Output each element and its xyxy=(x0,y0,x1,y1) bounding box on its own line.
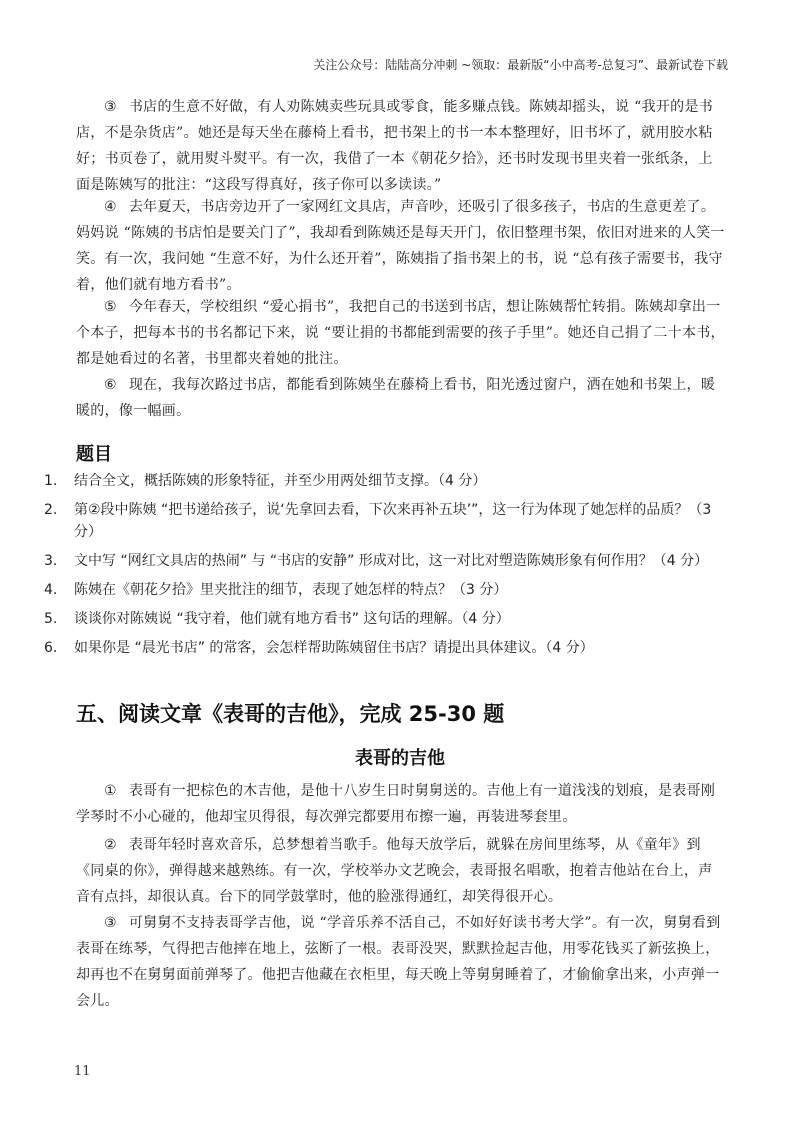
question-text: 谈谈你对陈姨说 “我守着，他们就有地方看书” 这句话的理解。（4 分） xyxy=(74,611,510,627)
question-text: 如果你是 “晨光书店” 的常客，会怎样帮助陈姨留住书店？请提出具体建议。（4 分） xyxy=(74,640,594,656)
question-text: 陈姨在《朝花夕拾》里夹批注的细节，表现了她怎样的特点？（3 分） xyxy=(74,582,508,598)
question-text: 文中写 “网红文具店的热闹” 与 “书店的安静” 形成对比，这一对比对塑造陈姨形象有何作用？（4 分） xyxy=(74,553,709,569)
article-paragraph-1 xyxy=(76,778,726,830)
paragraph-number: ④ xyxy=(104,199,117,215)
paragraph-text: 表哥年轻时喜欢音乐，总梦想着当歌手。他每天放学后，就躲在房间里练琴，从《童年》到《同桌的你》，弹得越来越熟练。有一次，学校举办文艺晚会，表哥报名唱歌，抱着吉他站在台上，声音有点抖，却很认真。台下的同学鼓掌时，他的脸涨得通红，却笑得很开心。 xyxy=(76,837,713,905)
paragraph-number: ② xyxy=(104,837,117,853)
question-item xyxy=(44,608,734,630)
passage-paragraph-5 xyxy=(76,294,726,372)
question-list xyxy=(44,470,734,666)
paragraph-number: ⑤ xyxy=(104,299,117,315)
section-title: 五、阅读文章《表哥的吉他》，完成 25-30 题 xyxy=(76,702,505,726)
question-item xyxy=(44,579,734,601)
question-item xyxy=(44,637,734,659)
question-item xyxy=(44,499,734,543)
questions-heading: 题目 xyxy=(76,444,112,465)
passage-paragraph-6 xyxy=(76,372,726,424)
question-item xyxy=(44,550,734,572)
question-item xyxy=(44,470,734,492)
paragraph-text: 表哥有一把棕色的木吉他，是他十八岁生日时舅舅送的。吉他上有一道浅浅的划痕，是表哥刚学琴时不小心碰的，他却宝贝得很，每次弹完都要用布擦一遍，再装进琴套里。 xyxy=(76,783,716,825)
article-title: 表哥的吉他 xyxy=(355,748,445,769)
paragraph-text: 去年夏天，书店旁边开了一家网红文具店，声音吵，还吸引了很多孩子，书店的生意更差了。妈妈说 “陈姨的书店怕是要关门了”，我却看到陈姨还是每天开门，依旧整理书架，依旧对进来的人笑一笑。有一次，我问她 “生意不好，为什么还开着”，陈姨指了指书架上的书，说 “总有孩子需要书，我守着，他们就有地方看书”。 xyxy=(76,199,725,293)
article-paragraph-3 xyxy=(76,910,726,1014)
paragraph-number: ③ xyxy=(104,915,117,931)
question-text: 第②段中陈姨 “把书递给孩子，说‘先拿回去看，下次来再补五块’”，这一行为体现了她怎样的品质？（3 分） xyxy=(74,502,712,540)
question-number: 2. xyxy=(44,502,58,518)
passage-paragraph-3 xyxy=(76,94,726,198)
passage-paragraph-4 xyxy=(76,194,726,298)
paragraph-text: 可舅舅不支持表哥学吉他，说 “学音乐养不活自己，不如好好读书考大学”。有一次，舅舅看到表哥在练琴，气得把吉他摔在地上，弦断了一根。表哥没哭，默默捡起吉他，用零花钱买了新弦换上，却再也不在舅舅面前弹琴了。他把吉他藏在衣柜里，每天晚上等舅舅睡着了，才偷偷拿出来，小声弹一会儿。 xyxy=(76,915,721,1009)
question-text: 结合全文，概括陈姨的形象特征，并至少用两处细节支撑。（4 分） xyxy=(74,473,487,489)
paragraph-text: 书店的生意不好做，有人劝陈姨卖些玩具或零食，能多赚点钱。陈姨却摇头，说 “我开的是书店，不是杂货店”。她还是每天坐在藤椅上看书，把书架上的书一本本整理好，旧书坏了，就用胶水粘好；书页卷了，就用熨斗熨平。有一次，我借了一本《朝花夕拾》，还书时发现书里夹着一张纸条，上面是陈姨写的批注：“这段写得真好，孩子你可以多读读。” xyxy=(76,99,714,193)
question-number: 6. xyxy=(44,640,58,656)
article-paragraph-2 xyxy=(76,832,726,910)
paragraph-number: ③ xyxy=(104,99,117,115)
paragraph-number: ① xyxy=(104,783,117,799)
question-number: 4. xyxy=(44,582,58,598)
paragraph-text: 现在，我每次路过书店，都能看到陈姨坐在藤椅上看书，阳光透过窗户，洒在她和书架上，暖暖的，像一幅画。 xyxy=(76,377,716,419)
page-header: 关注公众号：陆陆高分冲刺 ~领取：最新版“小中高考-总复习”、最新试卷下载 xyxy=(313,58,728,72)
question-number: 3. xyxy=(44,553,58,569)
page-number: 11 xyxy=(74,1064,91,1079)
paragraph-text: 今年春天，学校组织 “爱心捐书”，我把自己的书送到书店，想让陈姨帮忙转捐。陈姨却拿出一个本子，把每本书的书名都记下来，说 “要让捐的书都能到需要的孩子手里”。她还自己捐了二十本书，都是她看过的名著，书里都夹着她的批注。 xyxy=(76,299,725,367)
question-number: 1. xyxy=(44,473,58,489)
paragraph-number: ⑥ xyxy=(104,377,117,393)
question-number: 5. xyxy=(44,611,58,627)
